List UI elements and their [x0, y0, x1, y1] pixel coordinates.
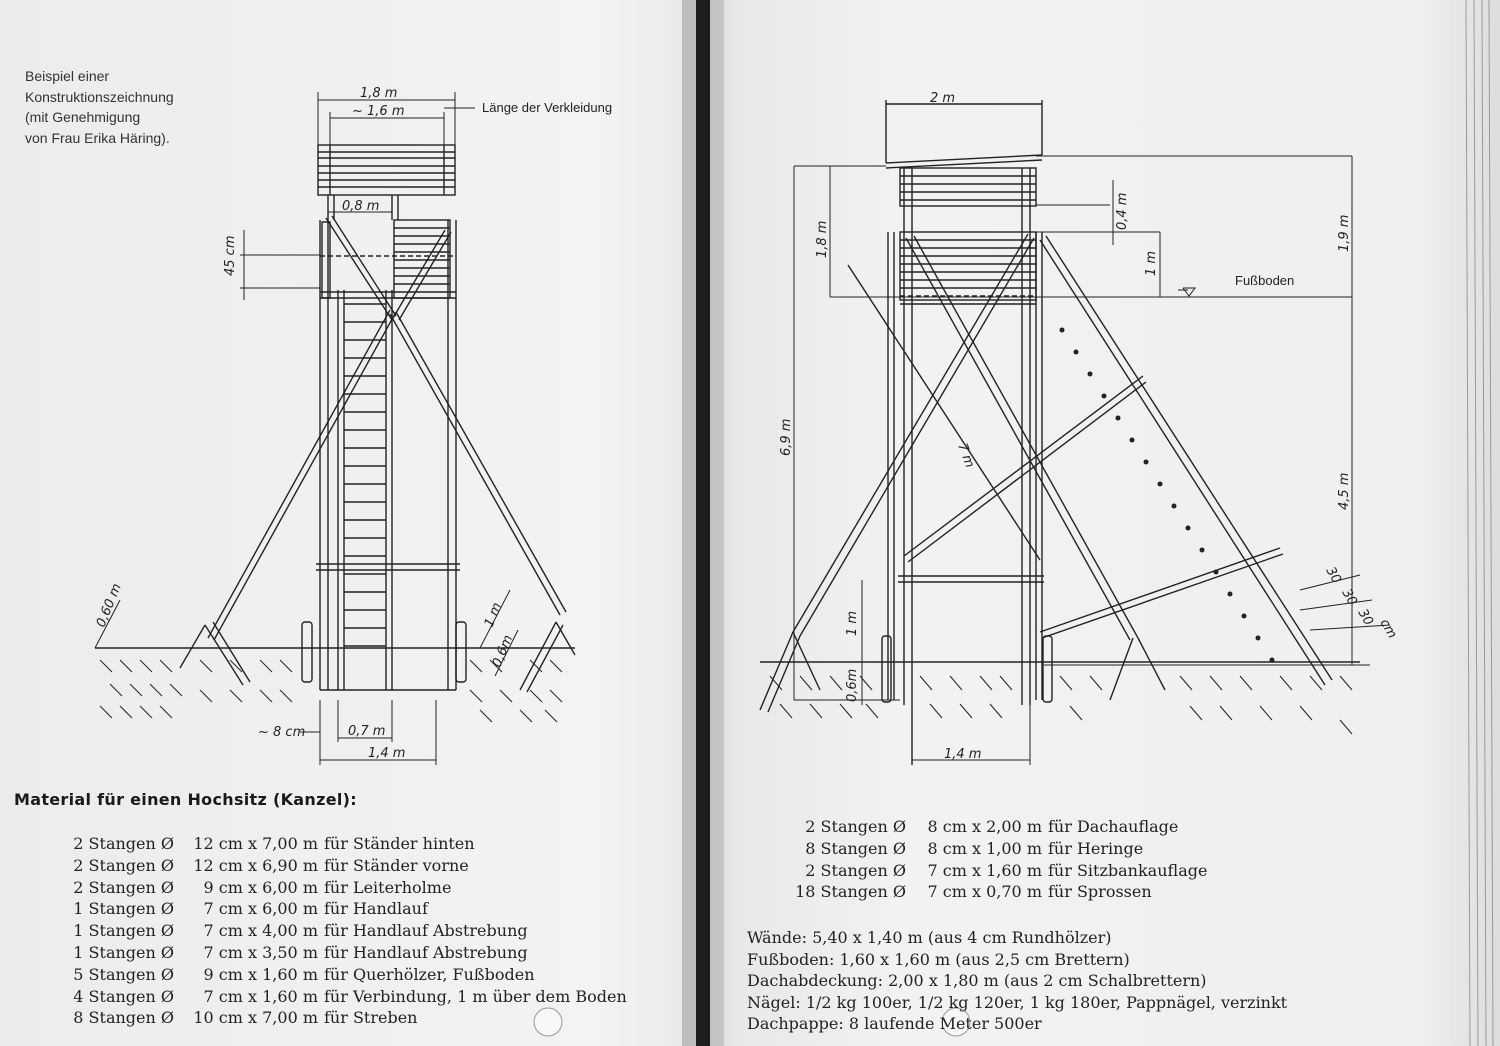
right-dim-step-3: 30: [1354, 606, 1376, 629]
material-dim: 7 cm x 1,60 m: [927, 860, 1042, 880]
left-posts: [320, 195, 456, 690]
left-dim-strut-depth-left: 0,60 m: [93, 581, 125, 630]
material-dim: 9 cm x 6,00 m: [203, 877, 318, 897]
spec-line: Fußboden: 1,60 x 1,60 m (aus 2,5 cm Brettern): [747, 949, 1130, 969]
right-roof: [886, 100, 1042, 168]
material-use: für Handlauf Abstrebung: [324, 942, 528, 962]
left-dim-base: 1,4 m: [368, 746, 406, 761]
material-dim: 7 cm x 3,50 m: [203, 942, 318, 962]
caption-line: (mit Genehmigung: [25, 109, 141, 125]
right-feet: [882, 636, 1052, 702]
spine-shadow-right: [710, 0, 724, 1046]
right-dim-depth: 0,6m: [845, 668, 860, 702]
material-qty: 4 Stangen Ø: [73, 986, 174, 1006]
left-front-view: [94, 86, 612, 765]
right-dimensions: [794, 104, 1390, 765]
right-dim-wall: 1 m: [1144, 250, 1159, 276]
material-use: für Leiterholme: [324, 877, 452, 897]
spec-line: Dachpappe: 8 laufende Meter 500er: [747, 1014, 1042, 1033]
material-item: [56, 877, 627, 899]
left-dim-strut-depth-right: 0,6m: [489, 632, 517, 670]
material-item: [790, 838, 1207, 860]
material-item: [56, 942, 627, 964]
right-dim-step-unit: cm: [1376, 616, 1400, 642]
material-qty: 5 Stangen Ø: [73, 964, 174, 984]
material-item: [56, 1007, 627, 1029]
material-dim: 12 cm x 7,00 m: [193, 834, 318, 853]
spine-shadow-left: [682, 0, 696, 1046]
material-dim: 7 cm x 6,00 m: [203, 899, 318, 919]
material-qty: 1 Stangen Ø: [73, 921, 174, 941]
material-dim: 12 cm x 6,90 m: [193, 855, 318, 875]
material-item: [790, 860, 1207, 882]
right-dim-gap: 0,4 m: [1115, 192, 1130, 230]
material-specs: [747, 927, 1287, 1035]
material-item: [56, 833, 627, 855]
material-use: für Dachauflage: [1048, 817, 1179, 836]
right-dim-total-cabin: 1,9 m: [1337, 214, 1352, 252]
right-dim-height: 6,9 m: [779, 418, 794, 456]
material-item: [56, 920, 627, 942]
material-item: [56, 898, 627, 920]
caption-line: Beispiel einer: [25, 68, 110, 84]
right-dim-brace: 1 m: [845, 610, 860, 636]
right-dim-roof: 2 m: [930, 91, 956, 106]
left-dim-pole: ~ 8 cm: [258, 725, 306, 740]
material-item: [790, 816, 1207, 838]
left-dim-strut-1m: 1 m: [481, 600, 506, 630]
material-qty: 2 Stangen Ø: [73, 877, 174, 897]
material-use: für Ständer vorne: [324, 855, 469, 875]
material-use: für Ständer hinten: [324, 834, 475, 853]
material-qty: 1 Stangen Ø: [73, 942, 174, 962]
material-qty: 2 Stangen Ø: [73, 855, 174, 875]
material-qty: 8 Stangen Ø: [805, 838, 906, 858]
material-item: [56, 855, 627, 877]
left-dim-ladder: 0,7 m: [348, 724, 386, 739]
left-cabin-cladding: [318, 145, 455, 195]
material-qty: 2 Stangen Ø: [805, 817, 906, 836]
right-dim-diagonal: 7 m: [954, 441, 977, 470]
page-edges: [1466, 0, 1493, 1046]
material-use: für Querhölzer, Fußboden: [324, 964, 535, 984]
material-dim: 8 cm x 1,00 m: [927, 838, 1042, 858]
spec-line: Wände: 5,40 x 1,40 m (aus 4 cm Rundhölzer): [747, 928, 1112, 947]
left-note-cladding: Länge der Verkleidung: [482, 100, 613, 115]
material-dim: 8 cm x 2,00 m: [927, 817, 1042, 836]
material-list-right: [790, 816, 1207, 903]
left-ladder: [338, 290, 392, 690]
material-qty: 2 Stangen Ø: [73, 834, 174, 853]
right-dim-base: 1,4 m: [944, 747, 982, 762]
right-ladder-rungs: [1060, 328, 1275, 663]
left-dim-top-outer: 1,8 m: [360, 86, 398, 101]
material-item: [56, 964, 627, 986]
right-floor-label: Fußboden: [1235, 273, 1295, 288]
left-dim-door: 0,8 m: [342, 199, 380, 214]
right-side-view: [760, 91, 1399, 765]
material-heading: Material für einen Hochsitz (Kanzel):: [14, 790, 357, 809]
right-dim-cabin: 1,8 m: [815, 220, 830, 258]
material-dim: 10 cm x 7,00 m: [193, 1008, 318, 1028]
right-struts: [760, 234, 1332, 712]
material-item: [56, 986, 627, 1008]
material-dim: 7 cm x 4,00 m: [203, 921, 318, 941]
material-list-left: [56, 833, 627, 1029]
material-dim: 9 cm x 1,60 m: [203, 964, 318, 984]
material-dim: 7 cm x 1,60 m: [203, 986, 318, 1006]
material-use: für Sitzbankauflage: [1048, 860, 1208, 880]
material-qty: 2 Stangen Ø: [805, 860, 906, 880]
spec-line: Dachabdeckung: 2,00 x 1,80 m (aus 2 cm Schalbrettern): [747, 971, 1207, 990]
right-dim-step-1: 30: [1322, 564, 1344, 587]
drawing-caption: [25, 66, 174, 148]
left-struts: [180, 216, 575, 692]
spec-line: Nägel: 1/2 kg 100er, 1/2 kg 120er, 1 kg 180er, Pappnägel, verzinkt: [747, 992, 1288, 1012]
material-dim: 7 cm x 0,70 m: [927, 882, 1042, 902]
material-use: für Streben: [324, 1008, 418, 1028]
material-use: für Handlauf Abstrebung: [324, 921, 528, 941]
material-qty: 1 Stangen Ø: [73, 899, 174, 919]
left-dim-top-inner: ~ 1,6 m: [352, 104, 405, 119]
caption-line: Konstruktionszeichnung: [25, 88, 174, 105]
left-ground-hatch: [100, 660, 562, 722]
material-use: für Heringe: [1048, 838, 1144, 858]
material-use: für Verbindung, 1 m über dem Boden: [324, 986, 627, 1006]
page-spine: [696, 0, 710, 1046]
material-qty: 8 Stangen Ø: [73, 1008, 174, 1028]
right-dim-step-2: 30: [1338, 586, 1360, 609]
material-item: [790, 881, 1207, 903]
right-dim-floor-height: 4,5 m: [1337, 472, 1352, 510]
material-use: für Handlauf: [324, 899, 428, 919]
caption-line: von Frau Erika Häring).: [25, 129, 170, 146]
left-feet: [302, 622, 466, 690]
left-dim-rail: 45 cm: [223, 235, 238, 276]
right-upper-cladding: [900, 168, 1036, 206]
material-use: für Sprossen: [1048, 882, 1152, 902]
material-qty: 18 Stangen Ø: [795, 882, 906, 902]
